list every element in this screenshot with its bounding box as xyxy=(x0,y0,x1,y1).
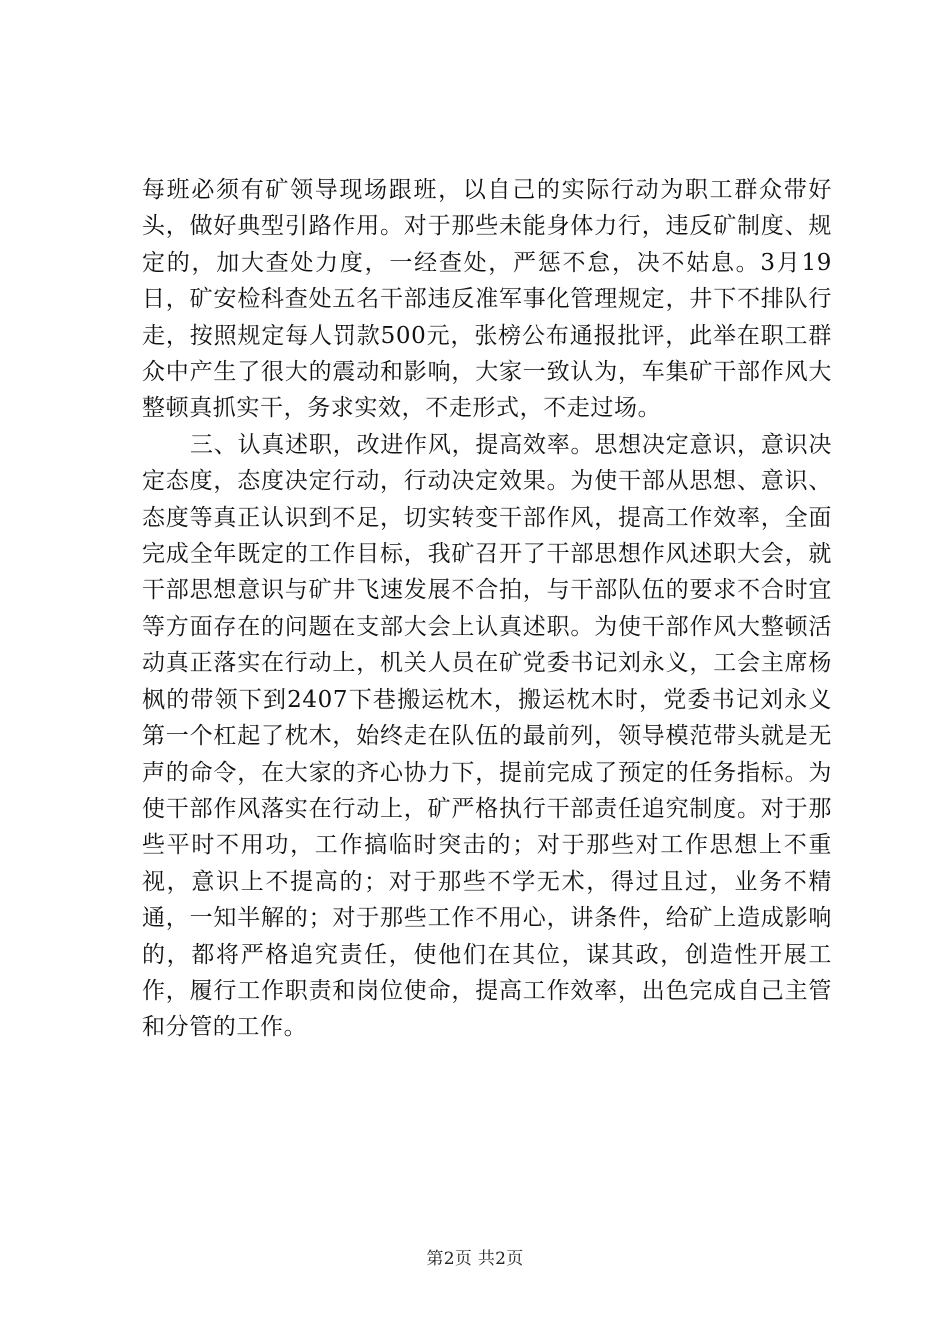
paragraph-1: 每班必须有矿领导现场跟班，以自己的实际行动为职工群众带好头，做好典型引路作用。对于那些未能身体力行，违反矿制度、规定的，加大查处力度，一经查处，严惩不怠，决不姑息。3月19日，矿安检科查处五名干部违反准军事化管理规定，井下不排队行走，按照规定每人罚款500元，张榜公布通报批评，此举在职工群众中产生了很大的震动和影响，大家一致认为，车集矿干部作风大整顿真抓实干，务求实效，不走形式，不走过场。 xyxy=(142,177,832,422)
document-body xyxy=(142,172,832,1046)
page-number: 第2页 共2页 xyxy=(426,1249,524,1269)
paragraph-2: 三、认真述职，改进作风，提高效率。思想决定意识，意识决定态度，态度决定行动，行动决定效果。为使干部从思想、意识、态度等真正认识到不足，切实转变干部作风，提高工作效率，全面完成全年既定的工作目标，我矿召开了干部思想作风述职大会，就干部思想意识与矿井飞速发展不合拍，与干部队伍的要求不合时宜等方面存在的问题在支部大会上认真述职。为使干部作风大整顿活动真正落实在行动上，机关人员在矿党委书记刘永义，工会主席杨枫的带领下到2407下巷搬运枕木，搬运枕木时，党委书记刘永义第一个杠起了枕木，始终走在队伍的最前列，领导模范带头就是无声的命令，在大家的齐心协力下，提前完成了预定的任务指标。为使干部作风落实在行动上，矿严格执行干部责任追究制度。对于那些平时不用功，工作搞临时突击的；对于那些对工作思想上不重视，意识上不提高的；对于那些不学无术，得过且过，业务不精通，一知半解的；对于那些工作不用心，讲条件，给矿上造成影响的，都将严格追究责任，使他们在其位，谋其政，创造性开展工作，履行工作职责和岗位使命，提高工作效率，出色完成自己主管和分管的工作。 xyxy=(142,431,832,1041)
page-footer xyxy=(0,1244,950,1269)
